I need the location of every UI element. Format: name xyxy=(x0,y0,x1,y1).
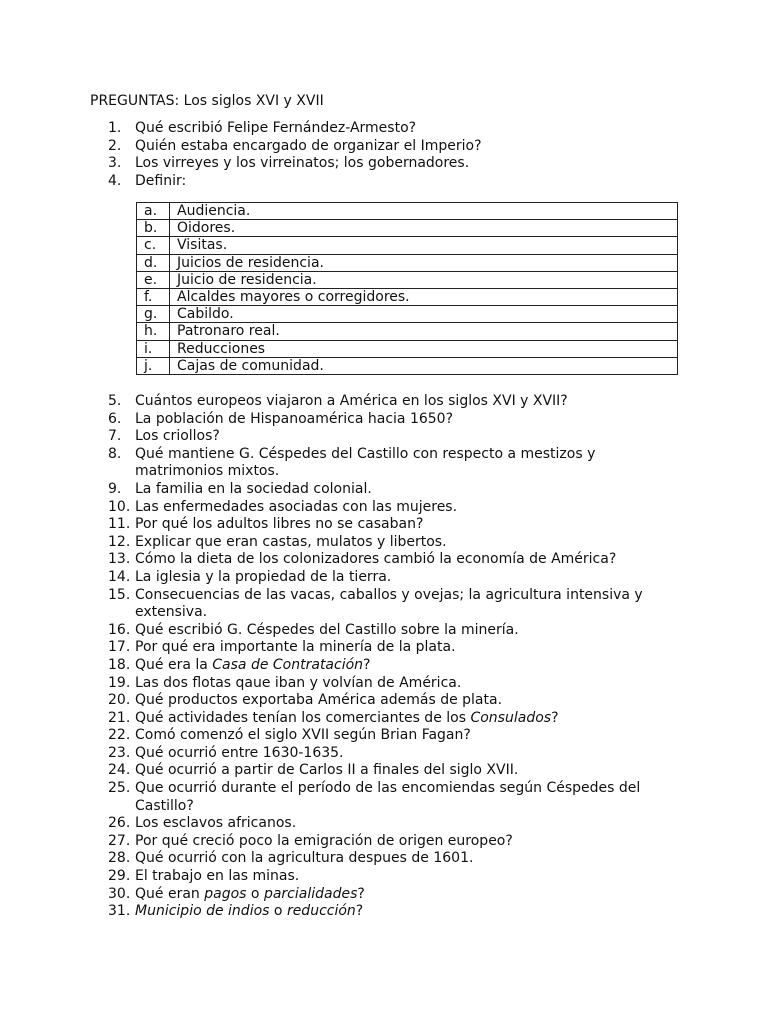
question-text xyxy=(135,155,645,173)
definition-letter: h. xyxy=(137,323,170,340)
question-number: 14. xyxy=(108,568,131,585)
definition-row xyxy=(137,220,678,237)
question-number: 7. xyxy=(108,428,122,445)
question-number: 20. xyxy=(108,692,131,709)
question-item xyxy=(0,657,768,675)
question-text xyxy=(135,411,645,429)
question-number: 12. xyxy=(108,533,131,550)
question-text-segment: La familia en la sociedad colonial. xyxy=(135,480,372,497)
question-text xyxy=(135,622,645,640)
question-text-segment: Comó comenzó el siglo XVII según Brian Fagan? xyxy=(135,727,471,744)
question-item xyxy=(0,393,768,411)
question-text xyxy=(135,393,645,411)
question-text xyxy=(135,516,645,534)
question-text-segment: ? xyxy=(357,885,365,902)
question-text-segment: pagos xyxy=(204,885,247,902)
question-number: 23. xyxy=(108,744,131,761)
definition-letter: e. xyxy=(137,271,170,288)
question-text-segment: Qué ocurrió entre 1630-1635. xyxy=(135,744,344,761)
question-text xyxy=(135,868,645,886)
definition-term: Audiencia. xyxy=(170,203,678,220)
question-text xyxy=(135,551,645,569)
question-text-segment: Qué era la xyxy=(135,656,208,673)
question-text-segment: reducción xyxy=(286,903,356,920)
definition-letter: j. xyxy=(137,357,170,374)
question-text xyxy=(135,850,645,868)
question-text-segment: Los esclavos africanos. xyxy=(135,815,297,832)
question-text xyxy=(135,780,645,815)
question-list-part-2 xyxy=(0,393,768,921)
question-item xyxy=(0,569,768,587)
question-item xyxy=(0,173,768,191)
question-number: 5. xyxy=(108,393,122,409)
definitions-table xyxy=(136,202,678,375)
question-item xyxy=(0,428,768,446)
question-number: 11. xyxy=(108,516,131,533)
question-number: 1. xyxy=(108,120,122,136)
question-text-segment: La población de Hispanoamérica hacia 1650? xyxy=(135,410,454,427)
question-text-segment: ? xyxy=(551,709,559,726)
definition-letter: g. xyxy=(137,306,170,323)
question-item xyxy=(0,446,768,481)
question-number: 28. xyxy=(108,850,131,867)
definition-term: Alcaldes mayores o corregidores. xyxy=(170,288,678,305)
question-number: 2. xyxy=(108,137,122,154)
question-item xyxy=(0,868,768,886)
question-number: 17. xyxy=(108,639,131,656)
question-text xyxy=(135,428,645,446)
question-item xyxy=(0,815,768,833)
question-text-segment: Cuántos europeos viajaron a América en los siglos XVI y XVII? xyxy=(135,393,568,409)
question-number: 24. xyxy=(108,762,131,779)
question-number: 22. xyxy=(108,727,131,744)
definition-letter: i. xyxy=(137,340,170,357)
question-text-segment: Qué ocurrió con la agricultura despues de 1601. xyxy=(135,850,474,867)
question-item xyxy=(0,850,768,868)
question-text xyxy=(135,727,645,745)
question-text xyxy=(135,446,645,481)
question-number: 9. xyxy=(108,480,122,497)
definition-row xyxy=(137,237,678,254)
definition-letter: f. xyxy=(137,288,170,305)
question-text-segment: Explicar que eran castas, mulatos y libertos. xyxy=(135,533,447,550)
question-item xyxy=(0,710,768,728)
question-text xyxy=(135,903,645,921)
question-number: 18. xyxy=(108,656,131,673)
question-text-segment: Las enfermedades asociadas con las mujeres. xyxy=(135,498,458,515)
question-number: 30. xyxy=(108,885,131,902)
question-text-segment: Que ocurrió durante el período de las encomiendas según Céspedes del Castillo? xyxy=(135,780,641,814)
question-text-segment: parcialidades xyxy=(263,885,358,902)
definition-row xyxy=(137,357,678,374)
definition-term: Juicios de residencia. xyxy=(170,254,678,271)
question-text xyxy=(135,569,645,587)
question-text xyxy=(135,657,645,675)
question-text-segment: El trabajo en las minas. xyxy=(135,868,300,885)
definition-row xyxy=(137,340,678,357)
question-number: 4. xyxy=(108,172,122,189)
question-text-segment: Definir: xyxy=(135,172,187,189)
question-item xyxy=(0,833,768,851)
definition-term: Patronaro real. xyxy=(170,323,678,340)
question-text xyxy=(135,692,645,710)
question-list-part-1 xyxy=(0,120,768,190)
question-text-segment: Las dos flotas qaue iban y volvían de América. xyxy=(135,674,462,691)
question-item xyxy=(0,639,768,657)
question-number: 16. xyxy=(108,621,131,638)
page-title: PREGUNTAS: Los siglos XVI y XVII xyxy=(90,93,324,109)
question-text-segment: Qué productos exportaba América además de plata. xyxy=(135,692,503,709)
question-text xyxy=(135,534,645,552)
definition-row xyxy=(137,288,678,305)
question-number: 27. xyxy=(108,832,131,849)
question-text xyxy=(135,639,645,657)
question-text-segment: o xyxy=(250,885,260,902)
question-item xyxy=(0,499,768,517)
question-item xyxy=(0,534,768,552)
question-item xyxy=(0,622,768,640)
question-number: 25. xyxy=(108,780,131,797)
question-item xyxy=(0,762,768,780)
question-text xyxy=(135,745,645,763)
definition-letter: c. xyxy=(137,237,170,254)
question-text-segment: Municipio de indios xyxy=(135,903,270,920)
question-text-segment: Quién estaba encargado de organizar el Imperio? xyxy=(135,137,482,154)
question-number: 10. xyxy=(108,498,131,515)
question-text-segment: Qué escribió Felipe Fernández-Armesto? xyxy=(135,120,417,136)
question-text xyxy=(135,120,645,138)
question-number: 29. xyxy=(108,868,131,885)
definition-term: Oidores. xyxy=(170,220,678,237)
question-text-segment: Por qué era importante la minería de la plata. xyxy=(135,639,456,656)
question-text-segment: Qué ocurrió a partir de Carlos II a finales del siglo XVII. xyxy=(135,762,519,779)
question-number: 8. xyxy=(108,445,122,462)
question-text-segment: Qué escribió G. Céspedes del Castillo sobre la minería. xyxy=(135,621,519,638)
question-text-segment: Casa de Contratación xyxy=(212,656,364,673)
question-item xyxy=(0,516,768,534)
question-item xyxy=(0,411,768,429)
question-item xyxy=(0,727,768,745)
question-item xyxy=(0,903,768,921)
question-text-segment: Por qué los adultos libres no se casaban? xyxy=(135,516,424,533)
definition-row xyxy=(137,306,678,323)
question-number: 19. xyxy=(108,674,131,691)
definition-row xyxy=(137,203,678,220)
question-number: 31. xyxy=(108,903,131,920)
definition-term: Reducciones xyxy=(170,340,678,357)
question-text xyxy=(135,587,645,622)
definition-row xyxy=(137,271,678,288)
question-text-segment: Por qué creció poco la emigración de origen europeo? xyxy=(135,832,513,849)
definition-term: Juicio de residencia. xyxy=(170,271,678,288)
question-text-segment: Los criollos? xyxy=(135,428,220,445)
question-item xyxy=(0,138,768,156)
question-text xyxy=(135,886,645,904)
question-text-segment: Qué actividades tenían los comerciantes de los xyxy=(135,709,467,726)
question-text xyxy=(135,499,645,517)
definition-letter: a. xyxy=(137,203,170,220)
question-item xyxy=(0,745,768,763)
question-item xyxy=(0,481,768,499)
question-text-segment: ? xyxy=(355,903,364,920)
question-number: 21. xyxy=(108,709,131,726)
question-item xyxy=(0,675,768,693)
question-text-segment: Qué eran xyxy=(135,885,200,902)
question-text-segment: Consulados xyxy=(470,709,552,726)
question-item xyxy=(0,780,768,815)
definition-term: Cabildo. xyxy=(170,306,678,323)
question-text-segment: ? xyxy=(363,656,371,673)
question-text xyxy=(135,762,645,780)
question-item xyxy=(0,551,768,569)
question-number: 6. xyxy=(108,410,122,427)
question-number: 13. xyxy=(108,551,131,568)
definition-row xyxy=(137,323,678,340)
question-text xyxy=(135,675,645,693)
question-text xyxy=(135,173,645,191)
question-number: 15. xyxy=(108,586,131,603)
question-number: 3. xyxy=(108,155,122,172)
definition-term: Cajas de comunidad. xyxy=(170,357,678,374)
question-text xyxy=(135,481,645,499)
question-text xyxy=(135,710,645,728)
question-number: 26. xyxy=(108,815,131,832)
question-text-segment: Qué mantiene G. Céspedes del Castillo con respecto a mestizos y matrimonios mixtos. xyxy=(135,445,596,480)
question-text-segment: o xyxy=(273,903,283,920)
question-item xyxy=(0,886,768,904)
definition-row xyxy=(137,254,678,271)
question-item xyxy=(0,155,768,173)
question-item xyxy=(0,587,768,622)
question-text-segment: Cómo la dieta de los colonizadores cambió la economía de América? xyxy=(135,551,617,568)
question-text xyxy=(135,833,645,851)
question-text xyxy=(135,138,645,156)
question-item xyxy=(0,120,768,138)
definition-term: Visitas. xyxy=(170,237,678,254)
question-item xyxy=(0,692,768,710)
question-text-segment: Consecuencias de las vacas, caballos y ovejas; la agricultura intensiva y extensiva. xyxy=(135,586,643,621)
question-text xyxy=(135,815,645,833)
definition-letter: b. xyxy=(137,220,170,237)
question-text-segment: Los virreyes y los virreinatos; los gobernadores. xyxy=(135,155,470,172)
question-text-segment: La iglesia y la propiedad de la tierra. xyxy=(135,568,392,585)
definition-letter: d. xyxy=(137,254,170,271)
